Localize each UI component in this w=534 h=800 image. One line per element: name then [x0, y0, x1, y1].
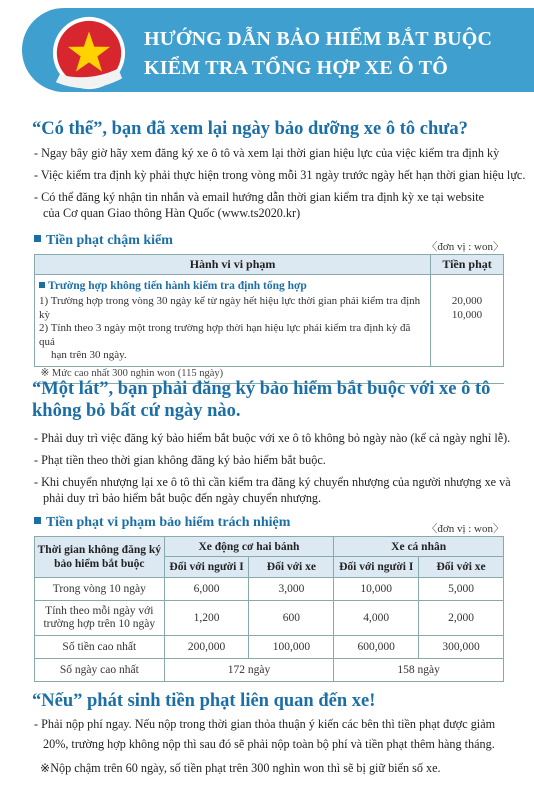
row-label-line-1: Tính theo mỗi ngày với	[45, 605, 154, 617]
row-label: Trong vòng 10 ngày	[35, 578, 165, 601]
vietnam-flag-emblem-icon	[50, 14, 128, 92]
table-row	[35, 636, 504, 659]
section1-bullet-3: - Có thể đăng ký nhận tin nhắn và email hướng dẫn thời gian kiểm tra định kỳ xe tại website	[34, 190, 485, 204]
violation-row-2-cont: hạn trên 30 ngày.	[51, 349, 127, 361]
table-cell: 600,000	[334, 636, 419, 659]
table-cell: 2,000	[419, 601, 504, 636]
late-inspection-table	[34, 254, 504, 384]
sub-header-moto-vehicle: Đối với xe	[249, 557, 334, 578]
group-header-car: Xe cá nhân	[334, 537, 504, 557]
violation-row-1: 1) Trường hợp trong vòng 30 ngày kể từ ngày hết hiệu lực thời gian phải kiểm tra định kỳ	[39, 295, 421, 321]
table-header-violation: Hành vi vi phạm	[35, 255, 431, 275]
corner-line-1: Thời gian không đăng ký	[37, 544, 161, 556]
section1-bullet-2: - Việc kiểm tra định kỳ phải thực hiện trong vòng mỗi 31 ngày trước ngày hết hạn thời gian hiệu lực.	[34, 168, 526, 182]
case-heading-text: Trường hợp không tiến hành kiểm tra định tổng hợp	[48, 280, 307, 292]
late-inspection-heading-text: Tiền phạt chậm kiểm	[46, 233, 173, 248]
table-cell: 10,000	[334, 578, 419, 601]
table-cell: 3,000	[249, 578, 334, 601]
max-days-car: 158 ngày	[334, 659, 504, 682]
section2-title-line-2: không bỏ bất cứ ngày nào.	[32, 401, 241, 421]
section2-title-line-1: “Một lát”, bạn phải đăng ký bảo hiểm bắt buộc với xe ô tô	[32, 379, 491, 399]
late-inspection-heading	[34, 232, 173, 250]
table-header-fine: Tiền phạt	[431, 255, 504, 275]
section3-bullet-1-cont: 20%, trường hợp không nộp thì sau đó sẽ phải nộp toàn bộ phí và tiền phạt thêm hàng tháng.	[43, 737, 495, 751]
fine-cell	[431, 275, 504, 367]
table-corner-header	[35, 537, 165, 578]
table-cell: 600	[249, 601, 334, 636]
section1-bullet-3-cont: của Cơ quan Giao thông Hàn Quốc (www.ts2020.kr)	[43, 206, 301, 220]
fine-amount-1: 20,000	[451, 295, 483, 307]
section1-bullet-1: - Ngay bây giờ hãy xem đăng ký xe ô tô và xem lại thời gian hiệu lực của việc kiểm tra định kỳ	[34, 146, 500, 160]
table-cell: 300,000	[419, 636, 504, 659]
unit-label-2: 〈đơn vị : won〉	[426, 523, 504, 535]
title-line-2: KIỂM TRA TỔNG HỢP XE Ô TÔ	[144, 57, 448, 79]
page-title	[144, 25, 492, 83]
table-note: ※ Mức cao nhất 300 nghìn won (115 ngày)	[35, 366, 504, 383]
header-banner	[22, 8, 534, 92]
row-label-line-2: trường hợp trên 10 ngày	[43, 618, 156, 630]
table-cell: 200,000	[164, 636, 249, 659]
square-bullet-icon	[34, 517, 41, 524]
table-cell: 6,000	[164, 578, 249, 601]
section1-title: “Có thể”, bạn đã xem lại ngày bảo dưỡng xe ô tô chưa?	[32, 119, 468, 139]
max-days-motorbike: 172 ngày	[164, 659, 334, 682]
violation-cell	[35, 275, 431, 367]
table-row	[35, 578, 504, 601]
case-heading	[39, 280, 426, 292]
section2-bullet-3: - Khi chuyển nhượng lại xe ô tô thì cần kiểm tra đăng ký chuyển nhượng của người nhượng xe và	[34, 475, 511, 489]
section3-bullet-1: - Phải nộp phí ngay. Nếu nộp trong thời gian thỏa thuận ý kiến các bên thì tiền phạt được giảm	[34, 717, 496, 731]
section3-footnote: ※Nộp chậm trên 60 ngày, số tiền phạt trên 300 nghìn won thì sẽ bị giữ biển số xe.	[40, 761, 441, 775]
table-row	[35, 659, 504, 682]
square-bullet-icon	[34, 235, 41, 242]
section2-bullet-2: - Phạt tiền theo thời gian không đăng ký bảo hiểm bắt buộc.	[34, 453, 326, 467]
table-cell: 4,000	[334, 601, 419, 636]
section2-bullet-1: - Phải duy trì việc đăng ký bảo hiểm bắt buộc với xe ô tô không bỏ ngày nào (kể cả ngày nghỉ lễ).	[34, 431, 511, 445]
section3-title: “Nếu” phát sinh tiền phạt liên quan đến xe!	[32, 691, 376, 711]
row-label	[35, 601, 165, 636]
violation-row-2: 2) Tính theo 3 ngày một trong trường hợp thời hạn hiệu lực phải kiểm tra định kỳ đã quá	[39, 322, 411, 348]
table-row	[35, 601, 504, 636]
sub-header-moto-person: Đối với người I	[164, 557, 249, 578]
row-label: Số ngày cao nhất	[35, 659, 165, 682]
row-label: Số tiền cao nhất	[35, 636, 165, 659]
corner-line-2: bảo hiểm bắt buộc	[54, 558, 145, 570]
title-line-1: HƯỚNG DẪN BẢO HIỂM BẮT BUỘC	[144, 28, 493, 50]
sub-header-car-vehicle: Đối với xe	[419, 557, 504, 578]
insurance-penalty-table	[34, 536, 504, 682]
square-bullet-icon	[39, 282, 45, 288]
fine-amount-2: 10,000	[451, 308, 483, 321]
section2-bullet-3-cont: phải duy trì bảo hiểm bắt buộc đến ngày chuyển nhượng.	[43, 491, 322, 505]
group-header-motorbike: Xe động cơ hai bánh	[164, 537, 334, 557]
table-cell: 100,000	[249, 636, 334, 659]
table-cell: 5,000	[419, 578, 504, 601]
table-cell: 1,200	[164, 601, 249, 636]
insurance-penalty-heading	[34, 514, 290, 532]
sub-header-car-person: Đối với người I	[334, 557, 419, 578]
insurance-penalty-heading-text: Tiền phạt vi phạm bảo hiểm trách nhiệm	[46, 515, 291, 530]
unit-label-1: 〈đơn vị : won〉	[426, 241, 504, 253]
